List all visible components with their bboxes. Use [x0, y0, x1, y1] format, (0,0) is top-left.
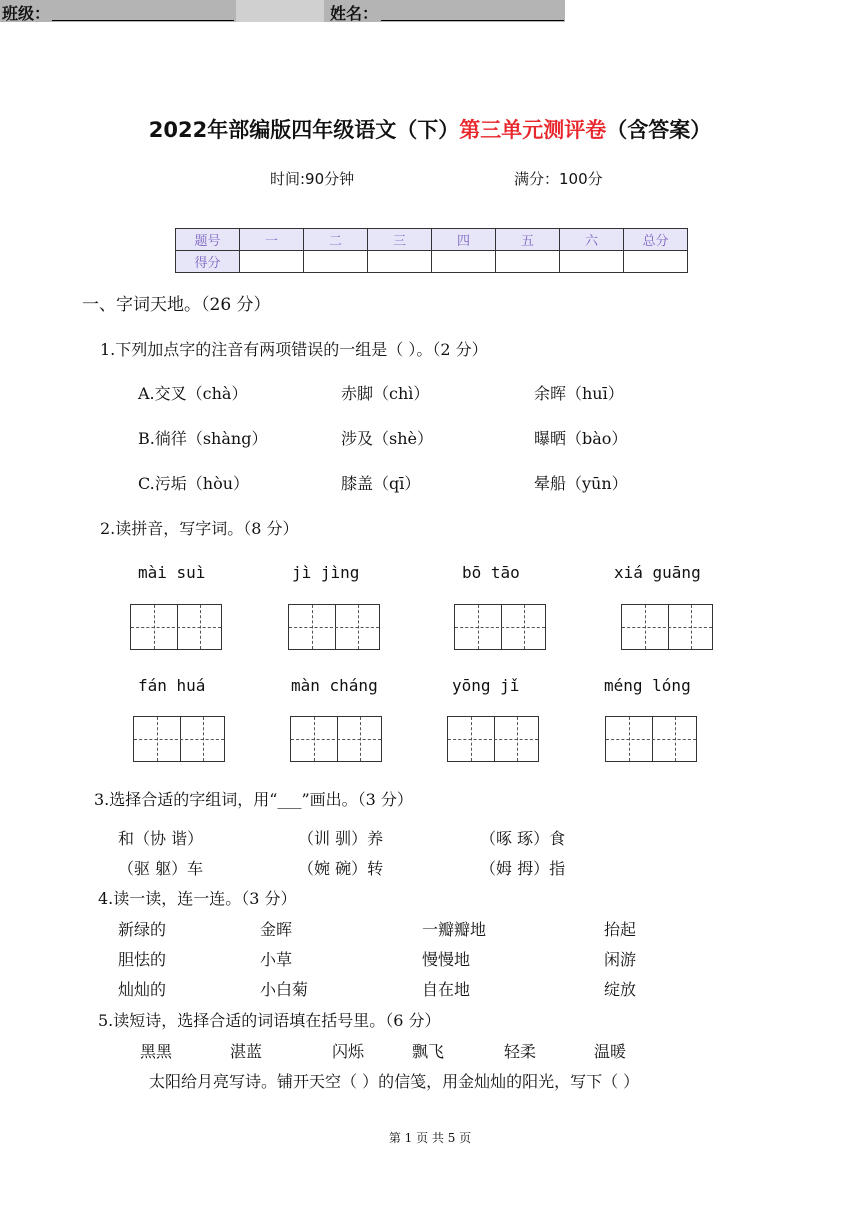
score-row-label: 得分: [176, 251, 240, 273]
q5-word: 黑黑: [140, 1042, 173, 1061]
pinyin-label: fán huá: [138, 676, 206, 695]
writing-grid[interactable]: [290, 716, 382, 762]
q4-item: 灿灿的: [118, 980, 167, 999]
question-3: 3.选择合适的字组词，用“___”画出。（3 分）: [94, 790, 413, 809]
q1-option: A.交叉（chà）: [138, 384, 248, 403]
q4-item: 自在地: [422, 980, 471, 999]
header-cell: 一: [240, 229, 304, 251]
score-cell[interactable]: [624, 251, 688, 273]
page-footer: 第 1 页 共 5 页: [388, 1131, 472, 1145]
pinyin-label: xiá guāng: [614, 563, 701, 582]
writing-grid[interactable]: [130, 604, 222, 650]
question-2: 2.读拼音，写字词。（8 分）: [100, 519, 299, 538]
score-cell[interactable]: [240, 251, 304, 273]
title-prefix: 2022年部编版四年级语文（下）: [148, 118, 460, 142]
q4-item: 新绿的: [118, 920, 167, 939]
pinyin-label: mài suì: [138, 563, 206, 582]
header-cell: 二: [304, 229, 368, 251]
q4-item: 小草: [260, 950, 293, 969]
bar-gap: [236, 0, 324, 22]
header-cell: 五: [496, 229, 560, 251]
header-cell: 总分: [624, 229, 688, 251]
q5-word: 飘飞: [412, 1042, 445, 1061]
title-highlight: 第三单元测评卷: [459, 118, 607, 142]
q1-option: 曝晒（bào）: [534, 429, 628, 448]
q3-option: （训 驯）养: [298, 829, 384, 848]
q5-poem-line: 太阳给月亮写诗。铺开天空（ ）的信笺，用金灿灿的阳光，写下（ ）: [149, 1072, 640, 1091]
q1-option: C.污垢（hòu）: [138, 474, 250, 493]
q1-option: 晕船（yūn）: [534, 474, 628, 493]
question-1: 1.下列加点字的注音有两项错误的一组是（ ）。（2 分）: [100, 340, 488, 359]
class-label: 班级：: [2, 4, 51, 23]
writing-grid[interactable]: [605, 716, 697, 762]
q4-item: 闲游: [604, 950, 637, 969]
writing-grid[interactable]: [288, 604, 380, 650]
q1-option: 余晖（huī）: [534, 384, 624, 403]
q1-option: B.徜徉（shàng）: [138, 429, 268, 448]
header-cell: 三: [368, 229, 432, 251]
exam-time: 时间:90分钟: [270, 170, 355, 188]
writing-grid[interactable]: [621, 604, 713, 650]
header-cell: 六: [560, 229, 624, 251]
question-4: 4.读一读，连一连。（3 分）: [98, 889, 297, 908]
writing-grid[interactable]: [454, 604, 546, 650]
name-label: 姓名：: [330, 4, 379, 23]
score-cell[interactable]: [368, 251, 432, 273]
score-cell[interactable]: [304, 251, 368, 273]
pinyin-label: bō tāo: [462, 563, 520, 582]
q3-option: （啄 琢）食: [480, 829, 566, 848]
pinyin-label: jì jìng: [292, 563, 360, 582]
section-1-title: 一、字词天地。（26 分）: [82, 295, 271, 315]
writing-grid[interactable]: [447, 716, 539, 762]
q4-item: 一瓣瓣地: [422, 920, 487, 939]
score-cell[interactable]: [496, 251, 560, 273]
q3-option: 和（协 谐）: [118, 829, 204, 848]
q1-option: 涉及（shè）: [341, 429, 433, 448]
writing-grid[interactable]: [133, 716, 225, 762]
pinyin-label: yōng jǐ: [452, 676, 520, 695]
score-cell[interactable]: [432, 251, 496, 273]
name-input-line[interactable]: [381, 3, 564, 21]
score-table-header-row: [176, 229, 688, 251]
q5-word: 湛蓝: [230, 1042, 263, 1061]
q3-option: （姆 拇）指: [480, 859, 566, 878]
q4-item: 小白菊: [260, 980, 309, 999]
q4-item: 抬起: [604, 920, 637, 939]
full-score: 满分：100分: [514, 170, 603, 188]
class-input-line[interactable]: [52, 3, 234, 21]
q4-item: 胆怯的: [118, 950, 167, 969]
q3-option: （婉 碗）转: [298, 859, 384, 878]
title-suffix: （含答案）: [606, 118, 712, 142]
pinyin-label: màn cháng: [291, 676, 378, 695]
q1-option: 膝盖（qī）: [341, 474, 421, 493]
score-cell[interactable]: [560, 251, 624, 273]
score-table-score-row: [176, 251, 688, 273]
header-cell: 四: [432, 229, 496, 251]
question-5: 5.读短诗，选择合适的词语填在括号里。（6 分）: [98, 1011, 441, 1030]
q5-word: 轻柔: [504, 1042, 537, 1061]
q4-item: 绽放: [604, 980, 637, 999]
q5-word: 闪烁: [332, 1042, 365, 1061]
q4-item: 慢慢地: [422, 950, 471, 969]
class-name-bar: [0, 0, 565, 22]
header-cell: 题号: [176, 229, 240, 251]
pinyin-label: méng lóng: [604, 676, 691, 695]
page-title: [0, 114, 860, 144]
q1-option: 赤脚（chì）: [341, 384, 430, 403]
score-table: [175, 228, 688, 273]
q3-option: （驱 躯）车: [118, 859, 204, 878]
q5-word: 温暖: [594, 1042, 627, 1061]
q4-item: 金晖: [260, 920, 293, 939]
